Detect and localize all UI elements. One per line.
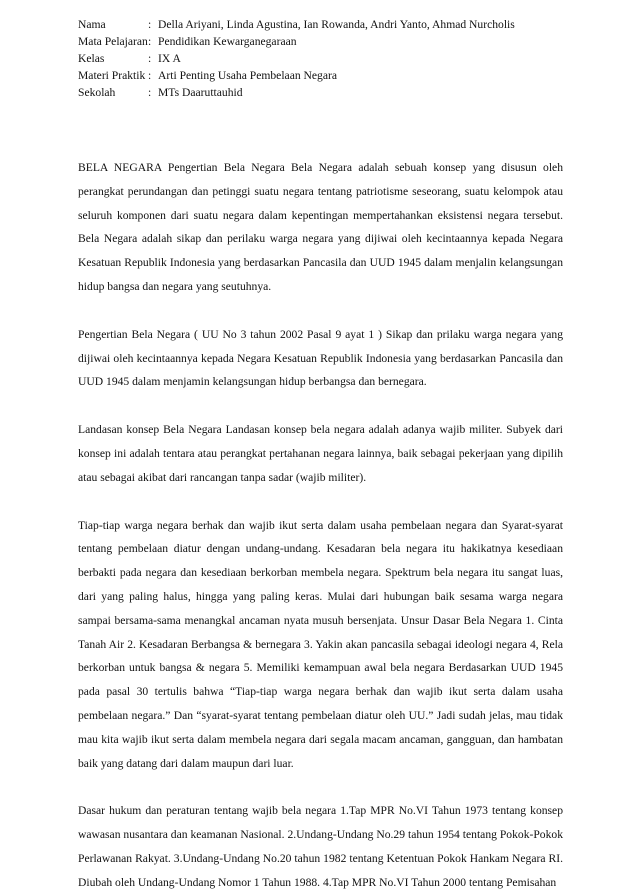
student-info-header [78, 16, 515, 101]
paragraph-gap [78, 299, 563, 323]
info-row-subject [78, 33, 515, 50]
info-separator: : [148, 35, 152, 48]
info-row-class [78, 50, 515, 67]
info-value: IX A [158, 52, 181, 65]
info-label: Mata Pelajaran [78, 35, 148, 48]
info-separator: : [148, 18, 152, 31]
info-label: Kelas [78, 52, 105, 65]
document-body [78, 156, 563, 895]
paragraph-dasar-hukum: Dasar hukum dan peraturan tentang wajib bela negara 1.Tap MPR No.VI Tahun 1973 tentang konsep wawasan nusantara dan keamanan Nasional. 2.Undang-Undang No.29 tahun 1954 tentang Pokok-Pokok Perlawanan Rakyat. 3.Undang-Undang No.20 tahun 1982 tentang Ketentuan Pokok Hankam Negara RI. Diubah oleh Undang-Undang Nomor 1 Tahun 1988. 4.Tap MPR No.VI Tahun 2000 tentang Pemisahan [78, 804, 563, 889]
info-row-name [78, 16, 515, 33]
info-separator: : [148, 52, 152, 65]
paragraph-gap [78, 775, 563, 799]
paragraph-hak-kewajiban: Tiap-tiap warga negara berhak dan wajib ikut serta dalam usaha pembelaan negara dan Syarat-syarat tentang pembelaan diatur dengan undang-undang. Kesadaran bela negara itu hakikatnya kesediaan berbakti pada negara dan kesediaan berkorban membela negara. Spektrum bela negara itu sangat luas, dari yang paling halus, hingga yang paling keras. Mulai dari hubungan baik sesama warga negara sampai bersama-sama menangkal ancaman nyata musuh bersenjata. Unsur Dasar Bela Negara 1. Cinta Tanah Air 2. Kesadaran Berbangsa & bernegara 3. Yakin akan pancasila sebagai ideologi negara 4, Rela berkorban untuk bangsa & negara 5. Memiliki kemampuan awal bela negara Berdasarkan UUD 1945 pada pasal 30 tertulis bahwa “Tiap-tiap warga negara berhak dan wajib ikut serta dalam usaha pembelaan negara.” Dan “syarat-syarat tentang pembelaan diatur oleh UU.” Jadi sudah jelas, mau tidak mau kita wajib ikut serta dalam membela negara dari segala macam ancaman, gangguan, dan hambatan baik yang datang dari dalam maupun dari luar. [78, 518, 563, 770]
info-row-material [78, 67, 515, 84]
info-separator: : [148, 69, 152, 82]
info-label: Sekolah [78, 86, 116, 99]
info-value: Della Ariyani, Linda Agustina, Ian Rowanda, Andri Yanto, Ahmad Nurcholis [158, 18, 515, 31]
info-label: Materi Praktik [78, 69, 146, 82]
info-separator: : [148, 86, 152, 99]
info-value: Pendidikan Kewarganegaraan [158, 35, 297, 48]
info-label: Nama [78, 18, 106, 31]
info-row-school [78, 84, 515, 101]
info-value: MTs Daaruttauhid [158, 86, 243, 99]
paragraph-gap [78, 490, 563, 514]
paragraph-landasan: Landasan konsep Bela Negara Landasan konsep bela negara adalah adanya wajib militer. Subyek dari konsep ini adalah tentara atau perangkat pertahanan negara lainnya, baik sebagai pekerjaan yang dipilih atau sebagai akibat dari rancangan tanpa sadar (wajib militer). [78, 423, 563, 484]
paragraph-gap [78, 394, 563, 418]
paragraph-pengertian: Pengertian Bela Negara ( UU No 3 tahun 2002 Pasal 9 ayat 1 ) Sikap dan prilaku warga negara yang dijiwai oleh kecintaannya kepada Negara Kesatuan Republik Indonesia yang berdasarkan Pancasila dan UUD 1945 dalam menjamin kelangsungan hidup berbangsa dan bernegara. [78, 327, 563, 389]
info-value: Arti Penting Usaha Pembelaan Negara [158, 69, 338, 82]
paragraph-bela-negara: BELA NEGARA Pengertian Bela Negara Bela Negara adalah sebuah konsep yang disusun oleh perangkat perundangan dan petinggi suatu negara tentang patriotisme seseorang, suatu kelompok atau seluruh komponen dari suatu negara dalam kepentingan mempertahankan eksistensi negara tersebut. Bela Negara adalah sikap dan perilaku warga negara yang dijiwai oleh kecintaannya kepada Negara Kesatuan Republik Indonesia yang berdasarkan Pancasila dan UUD 1945 dalam menjalin kelangsungan hidup bangsa dan negara yang seutuhnya. [78, 161, 563, 293]
